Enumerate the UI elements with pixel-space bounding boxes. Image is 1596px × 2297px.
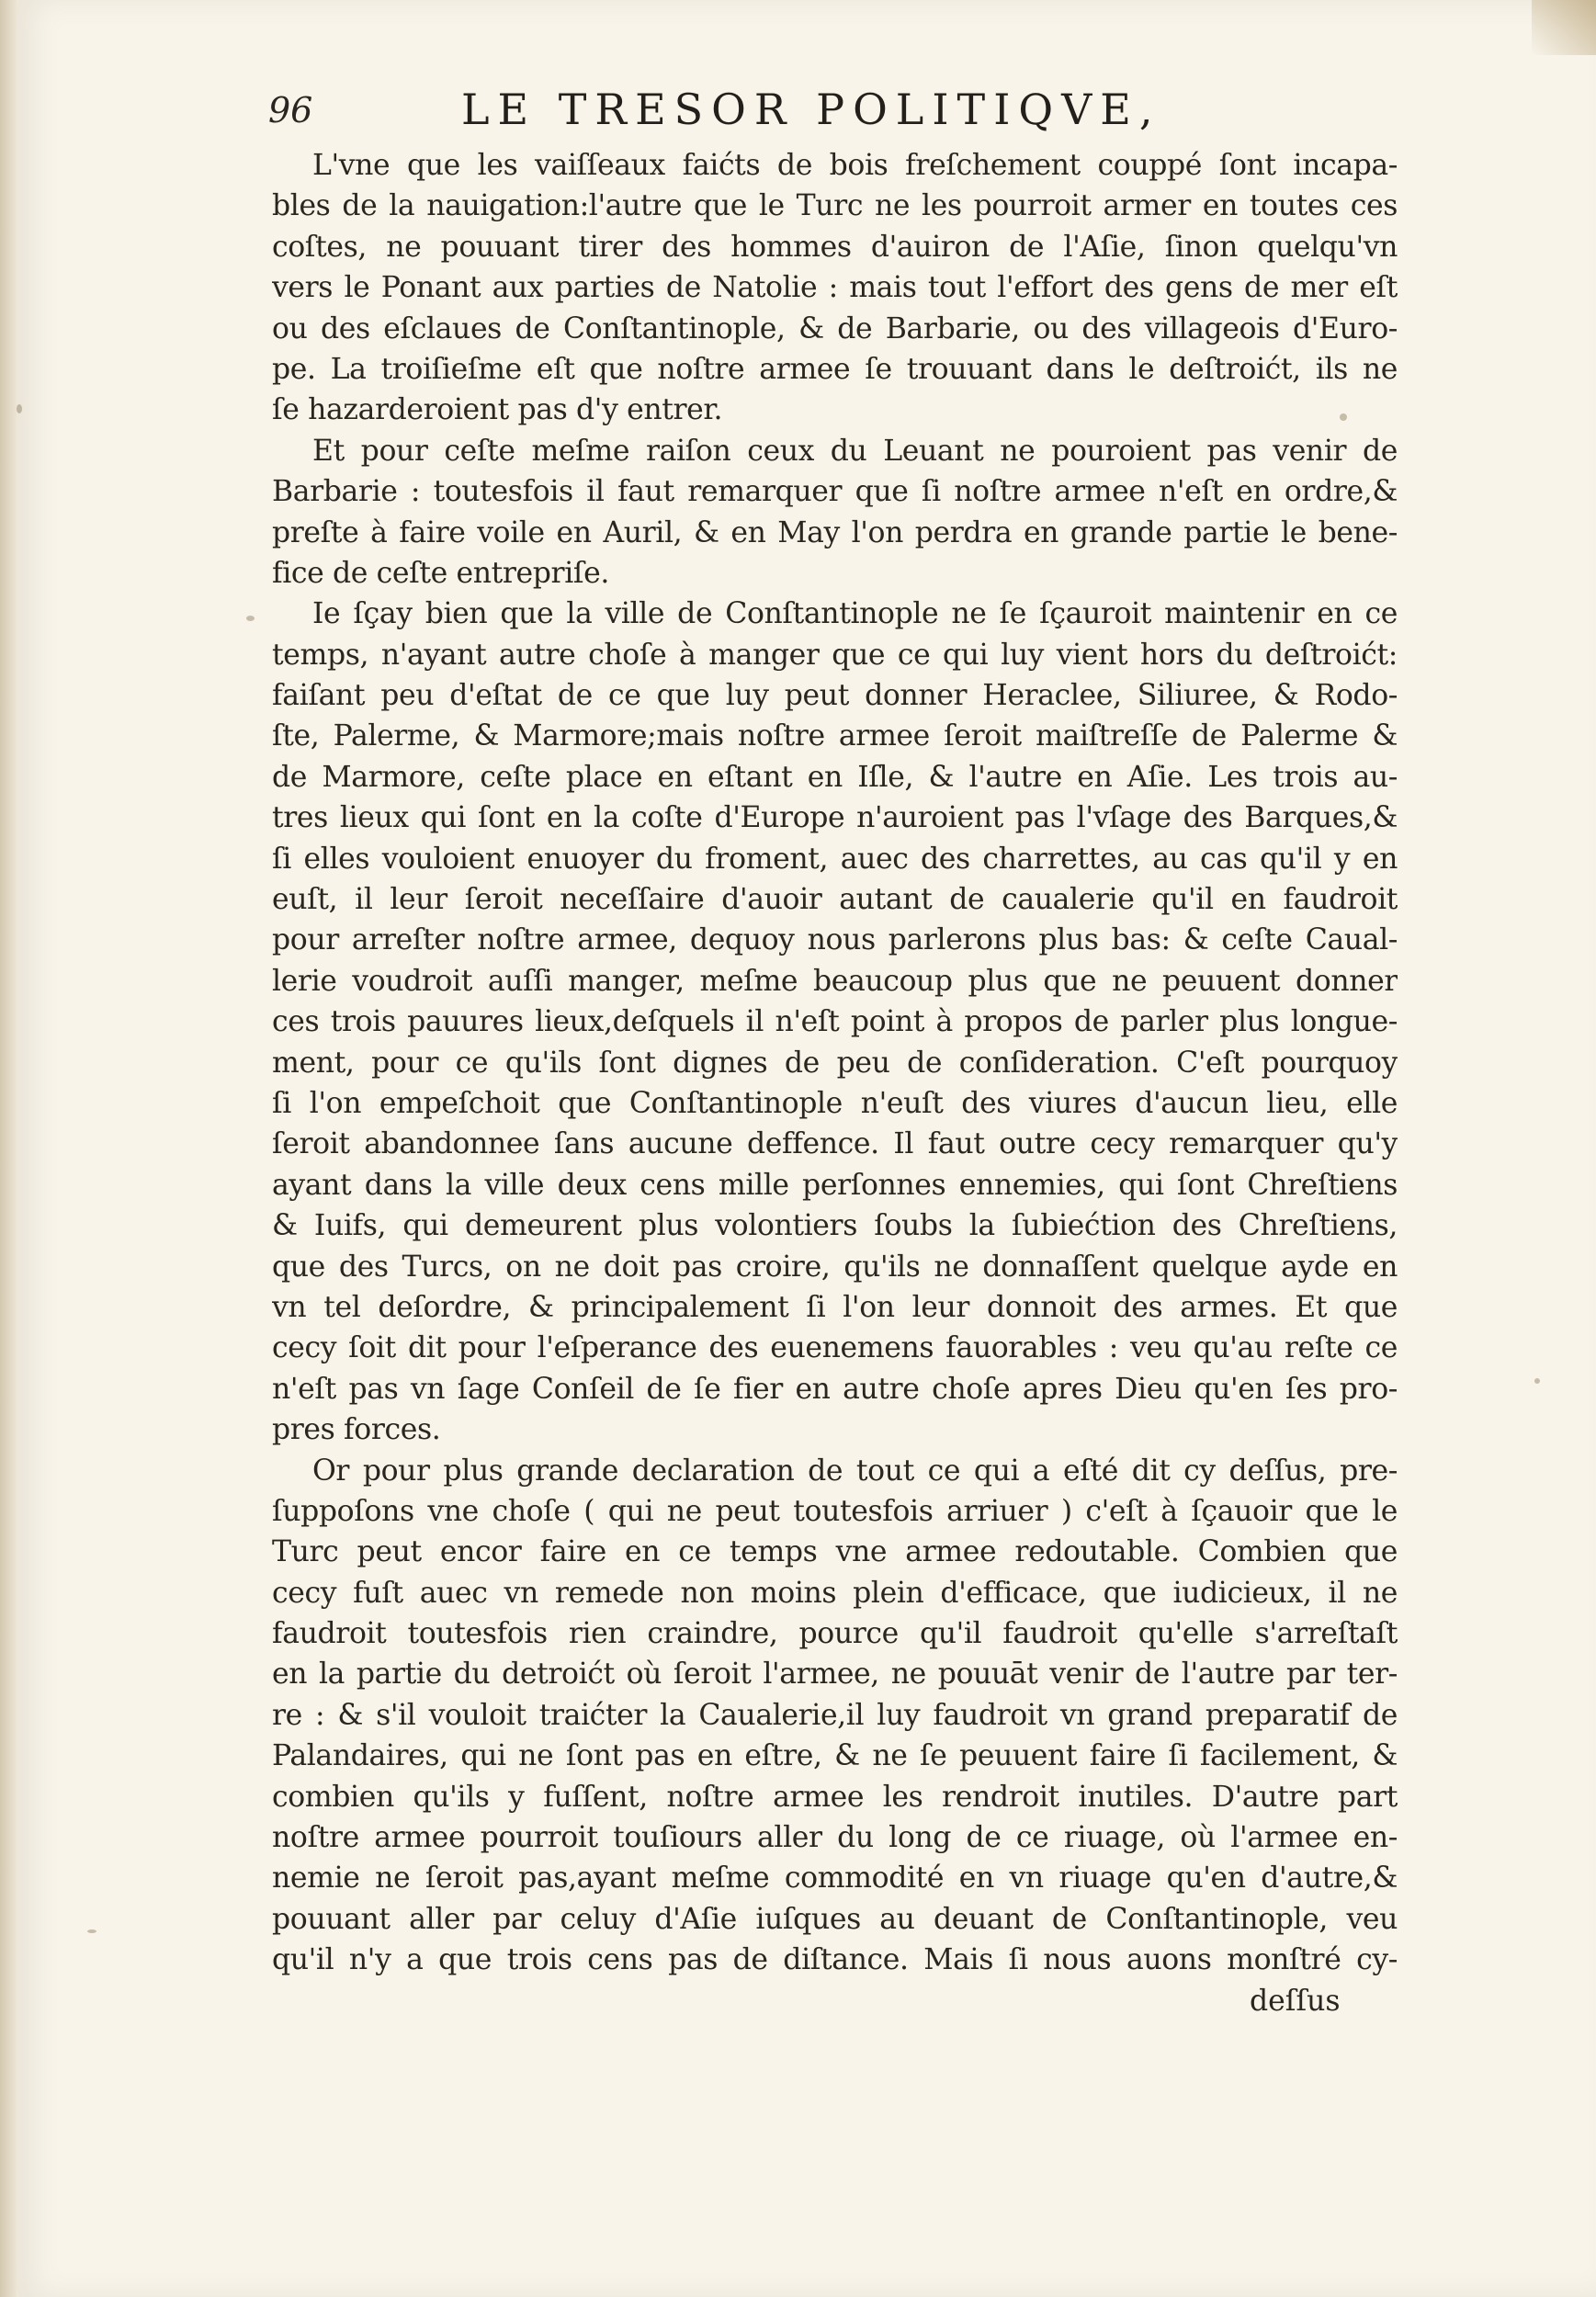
text-line: ſi l'on empeſchoit que Conſtantinople n'euſt des viures d'aucun lieu, elle <box>272 1086 1398 1120</box>
text-line: ſuppoſons vne choſe ( qui ne peut toutesfois arriuer ) c'eſt à ſçauoir que le <box>272 1494 1398 1528</box>
page-corner-stain <box>1532 0 1596 55</box>
text-line: Et pour ceſte meſme raiſon ceux du Leuant ne pouroient pas venir de <box>312 434 1398 468</box>
text-line: ſi elles vouloient enuoyer du froment, auec des charrettes, au cas qu'il y en <box>272 842 1398 876</box>
body-text <box>272 145 1398 2038</box>
text-line: faiſant peu d'eſtat de ce que luy peut donner Heraclee, Siliuree, & Rodo- <box>272 679 1398 713</box>
ink-spot <box>246 616 255 621</box>
text-line: vers le Ponant aux parties de Natolie : mais tout l'effort des gens de mer eſt <box>272 271 1398 305</box>
text-line: pouuant aller par celuy d'Aſie iuſques au deuant de Conſtantinople, veu <box>272 1902 1398 1936</box>
text-line: & Iuifs, qui demeurent plus volontiers ſoubs la ſubiećtion des Chreſtiens, <box>272 1209 1398 1243</box>
text-line: Ie ſçay bien que la ville de Conſtantinople ne ſe ſçauroit maintenir en ce <box>312 597 1398 631</box>
ink-spot <box>17 404 22 413</box>
catchword: deſſus <box>1250 1985 1341 2018</box>
text-line: de Marmore, ceſte place en eſtant en Iſle, & l'autre en Aſie. Les trois au- <box>272 760 1398 794</box>
text-line: pe. La troiſieſme eſt que noſtre armee ſe trouuant dans le deſtroićt, ils ne <box>272 352 1398 386</box>
text-line: pres forces. <box>272 1413 441 1447</box>
text-line: combien qu'ils y fuſſent, noſtre armee les rendroit inutiles. D'autre part <box>272 1780 1398 1814</box>
text-line: temps, n'ayant autre choſe à manger que ce qui luy vient hors du deſtroićt: <box>272 638 1398 672</box>
text-line: ſeroit abandonnee ſans aucune deffence. Il faut outre cecy remarquer qu'y <box>272 1127 1398 1161</box>
text-line: pour arreſter noſtre armee, dequoy nous parlerons plus bas: & ceſte Caual- <box>272 923 1398 957</box>
text-line: Turc peut encor faire en ce temps vne armee redoutable. Combien que <box>272 1535 1398 1569</box>
text-line: euſt, il leur ſeroit neceſſaire d'auoir autant de caualerie qu'il en faudroit <box>272 883 1398 917</box>
text-line: ou des eſclaues de Conſtantinople, & de Barbarie, ou des villageois d'Euro- <box>272 311 1398 345</box>
text-line: Palandaires, qui ne ſont pas en eſtre, & ne ſe peuuent faire ſi facilement, & <box>272 1739 1398 1773</box>
text-line: preſte à faire voile en Auril, & en May l'on perdra en grande partie le bene- <box>272 515 1398 549</box>
text-line: Barbarie : toutesfois il faut remarquer que ſi noſtre armee n'eſt en ordre,& <box>272 475 1398 509</box>
text-line: ſe hazarderoient pas d'y entrer. <box>272 393 723 427</box>
text-line: nemie ne ſeroit pas,ayant meſme commodité en vn riuage qu'en d'autre,& <box>272 1861 1398 1895</box>
text-line: tres lieux qui ſont en la coſte d'Europe n'auroient pas l'vſage des Barques,& <box>272 801 1398 835</box>
text-line: n'eſt pas vn ſage Conſeil de ſe fier en autre choſe apres Dieu qu'en ſes pro- <box>272 1372 1398 1406</box>
text-line: ces trois pauures lieux,deſquels il n'eſt point à propos de parler plus longue- <box>272 1005 1398 1039</box>
text-line: cecy fuſt auec vn remede non moins plein d'efficace, que iudicieux, il ne <box>272 1576 1398 1610</box>
text-line: coſtes, ne pouuant tirer des hommes d'auiron de l'Aſie, ſinon quelqu'vn <box>272 230 1398 264</box>
text-line: en la partie du detroićt où ſeroit l'armee, ne pouuāt venir de l'autre par ter- <box>272 1658 1398 1692</box>
ink-spot <box>1340 413 1347 421</box>
text-line: L'vne que les vaiſſeaux faićts de bois freſchement couppé ſont incapa- <box>312 149 1398 182</box>
text-line: ment, pour ce qu'ils ſont dignes de peu de conſideration. C'eſt pourquoy <box>272 1046 1398 1080</box>
text-line: fice de ceſte entrepriſe. <box>272 556 610 590</box>
page-header <box>268 85 1412 140</box>
text-line: bles de la nauigation:l'autre que le Turc ne les pourroit armer en toutes ces <box>272 189 1398 223</box>
text-line: Or pour plus grande declaration de tout ce qui a eſté dit cy deſſus, pre- <box>312 1454 1398 1488</box>
page-number: 96 <box>268 90 313 130</box>
page-gutter <box>0 0 17 2297</box>
text-line: re : & s'il vouloit traićter la Caualerie,il luy faudroit vn grand preparatif de <box>272 1698 1398 1732</box>
text-line: vn tel deſordre, & principalement ſi l'on leur donnoit des armes. Et que <box>272 1290 1398 1324</box>
text-line: noſtre armee pourroit touſiours aller du long de ce riuage, où l'armee en- <box>272 1821 1398 1855</box>
text-line: lerie voudroit auſſi manger, meſme beaucoup plus que ne peuuent donner <box>272 964 1398 998</box>
ink-spot <box>87 1929 96 1933</box>
text-line: ayant dans la ville deux cens mille perſonnes ennemies, qui ſont Chreſtiens <box>272 1168 1398 1202</box>
ink-spot <box>1534 1378 1540 1384</box>
text-line: que des Turcs, on ne doit pas croire, qu'ils ne donnaſſent quelque ayde en <box>272 1250 1398 1284</box>
text-line: ſte, Palerme, & Marmore;mais noſtre armee ſeroit maiſtreſſe de Palerme & <box>272 719 1398 753</box>
text-line: cecy ſoit dit pour l'eſperance des euenemens fauorables : veu qu'au reſte ce <box>272 1331 1398 1365</box>
text-line: faudroit toutesfois rien craindre, pource qu'il faudroit qu'elle s'arreſtaſt <box>272 1617 1398 1651</box>
text-line: qu'il n'y a que trois cens pas de diſtance. Mais ſi nous auons monſtré cy- <box>272 1943 1398 1977</box>
running-title: LE TRESOR POLITIQVE, <box>461 85 1161 134</box>
